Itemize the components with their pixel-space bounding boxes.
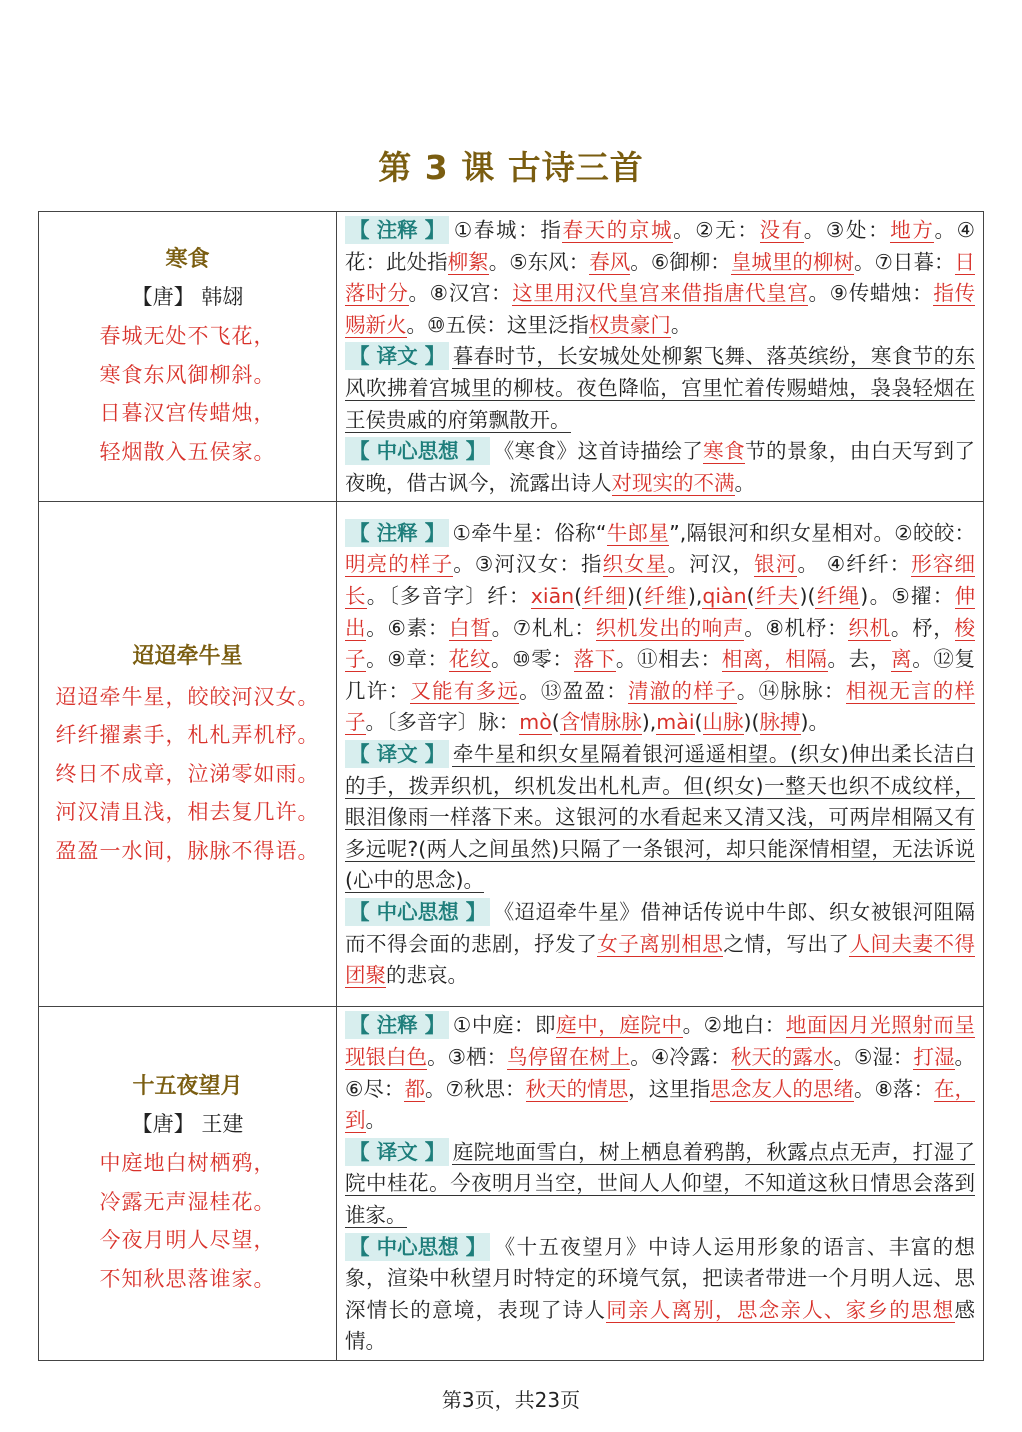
page-title: 第 3 课 古诗三首 — [378, 148, 644, 187]
note-fragment: 。④花：此处指 — [345, 218, 975, 274]
answer-text: 织女星 — [602, 552, 668, 577]
note-fragment: 之情，写出了 — [723, 931, 850, 956]
answer-text: mò — [519, 710, 552, 735]
note-section — [345, 518, 975, 739]
notes-cell — [337, 502, 984, 1007]
answer-text: 寒食 — [703, 439, 746, 464]
answer-text: qiàn — [702, 584, 747, 609]
poem-author: 【唐】 韩翃 — [131, 285, 244, 310]
theme-tag: 【 中心思想 】 — [345, 437, 490, 465]
poem-row — [39, 212, 984, 502]
poem-line: 中庭地白树栖鸦， — [99, 1151, 276, 1176]
answer-text: 同亲人离别，思念亲人、家乡的思想 — [606, 1297, 955, 1322]
answer-text: 离 — [891, 647, 913, 672]
notes-cell — [337, 1007, 984, 1361]
note-fragment: 。⑦日暮： — [854, 249, 955, 274]
translation-tag: 【 译文 】 — [345, 1138, 449, 1166]
answer-text: 梭子 — [345, 615, 976, 672]
note-fragment: 。④冷露： — [630, 1044, 731, 1069]
answer-text: 纤绳 — [815, 584, 861, 609]
note-fragment: 。⑦札札： — [491, 615, 596, 640]
note-fragment: ”,隔银河和织女星相对。②皎皎： — [669, 520, 976, 545]
translation-text: 牵牛星和织女星隔着银河遥遥相望。(织女)伸出柔长洁白的手，拨弄织机，织机发出札札声。但(织女)一整天也织不成纹样，眼泪像雨一样落下来。这银河的水看起来又清又浅，可两岸相隔又有多远呢?(两人之间虽然)只隔了一条银河，却只能深情相望，无法诉说(心中的思念)。 — [345, 742, 975, 893]
poem-title: 十五夜望月 — [132, 1074, 243, 1100]
note-text — [345, 521, 975, 736]
poem-line: 不知秋思落谁家。 — [99, 1266, 276, 1291]
note-fragment: ( — [574, 584, 583, 609]
poem-line: 冷露无声湿桂花。 — [99, 1189, 276, 1214]
note-fragment: 。⑥御柳： — [630, 249, 731, 274]
note-fragment: ①春城：指 — [452, 218, 563, 242]
note-fragment: 《迢迢牵牛星》借神话传说中牛郎、织女被银河阻隔而不得会面的悲剧，抒发了 — [345, 900, 975, 956]
note-fragment: ①牵牛星：俗称“ — [452, 520, 607, 545]
answer-text: 相离，相隔 — [721, 647, 828, 672]
answer-text: 纤夫 — [754, 584, 800, 609]
poem-author: 【唐】 王建 — [131, 1112, 244, 1137]
theme-section — [345, 436, 975, 499]
answer-text: 鸟停留在树上 — [507, 1044, 631, 1069]
answer-text: 明亮的样子 — [345, 552, 454, 577]
note-fragment: 。⑨章： — [366, 647, 449, 672]
note-fragment: 。⑬盈盈： — [519, 678, 628, 703]
theme-section — [345, 897, 975, 992]
answer-text: 含情脉脉 — [559, 710, 642, 735]
note-fragment: 。⑧机杼： — [744, 615, 849, 640]
answer-text: 没有 — [759, 218, 804, 242]
note-fragment: 。⑩五侯：这里泛指 — [406, 312, 589, 337]
note-fragment: ), — [641, 710, 657, 735]
note-fragment: 。③处： — [803, 218, 891, 242]
poem-lines — [39, 1144, 336, 1298]
note-tag: 【 注释 】 — [345, 519, 449, 547]
poem-line: 日暮汉宫传蜡烛， — [99, 401, 276, 426]
notes-cell — [337, 212, 984, 502]
answer-text: xiān — [530, 584, 575, 609]
note-fragment: 。 — [734, 470, 755, 495]
poem-row — [39, 1007, 984, 1361]
note-fragment: )。 — [800, 710, 830, 735]
translation-tag: 【 译文 】 — [345, 740, 449, 768]
poem-lines — [39, 678, 336, 871]
poem-cell — [39, 1007, 337, 1361]
note-fragment: ( — [746, 584, 755, 609]
note-fragment: 。 — [670, 312, 692, 337]
answer-text: 织机 — [848, 615, 891, 640]
page-footer: 第3页，共23页 — [441, 1388, 581, 1412]
answer-text: 这里用汉代皇宫来借指唐代皇宫 — [512, 281, 809, 306]
answer-text: 指传赐新火 — [345, 281, 976, 337]
note-fragment: 。⑨传蜡烛： — [808, 281, 934, 306]
answer-text: 权贵豪门 — [588, 312, 671, 337]
note-fragment: 。②无： — [673, 218, 760, 242]
note-fragment: 。河汉， — [667, 552, 755, 577]
note-tag: 【 注释 】 — [345, 1011, 449, 1039]
note-section — [345, 1010, 975, 1136]
translation-text: 暮春时节，长安城处处柳絮飞舞、落英缤纷，寒食节的东风吹拂着宫城里的柳枝。夜色降临，宫里忙着传赐蜡烛，袅袅轻烟在王侯贵戚的府第飘散开。 — [345, 344, 975, 432]
answer-text: 又能有多远 — [410, 678, 520, 703]
answer-text: 日落时分 — [345, 249, 976, 306]
answer-text: 纤维 — [642, 584, 688, 609]
note-fragment: )( — [626, 584, 643, 609]
note-fragment: 。 ④纤纤： — [797, 552, 912, 577]
note-tag: 【 注释 】 — [345, 216, 449, 244]
answer-text: 都 — [404, 1076, 425, 1101]
answer-text: 庭中，庭院中 — [556, 1013, 683, 1038]
answer-text: 女子离别相思 — [597, 931, 724, 956]
answer-text: 人间夫妻不得团聚 — [345, 931, 976, 988]
answer-text: 牛郎星 — [606, 520, 670, 545]
note-fragment: 。⑩零： — [491, 647, 574, 672]
note-fragment: 的悲哀。 — [386, 963, 468, 988]
poem-cell — [39, 212, 337, 502]
note-fragment: 。⑧汉宫： — [408, 281, 513, 306]
translation-section — [345, 739, 975, 897]
translation-section — [345, 1137, 975, 1232]
answer-text: 柳絮 — [447, 249, 489, 274]
poem-line: 寒食东风御柳斜。 — [99, 362, 276, 387]
note-fragment: 。⑪相去： — [615, 647, 722, 672]
poem-line: 纤纤擢素手，札札弄机杼。 — [55, 723, 320, 748]
answer-text: 地方 — [890, 218, 935, 242]
note-fragment: ①中庭：即 — [452, 1013, 557, 1038]
note-fragment: 。 — [365, 1108, 386, 1133]
note-fragment: ，这里指 — [628, 1076, 711, 1101]
note-fragment: 感情。 — [345, 1297, 976, 1354]
note-fragment: 。⑭脉脉： — [736, 678, 846, 703]
answer-text: 落下 — [573, 647, 616, 672]
answer-text: 清澈的样子 — [628, 678, 737, 703]
answer-text: 花纹 — [448, 647, 492, 672]
answer-text: 脉搏 — [759, 710, 801, 735]
poem-line: 轻烟散入五侯家。 — [99, 439, 276, 464]
lesson-table — [38, 211, 984, 1361]
translation-section — [345, 341, 975, 436]
poem-line: 终日不成章，泣涕零如雨。 — [55, 761, 320, 786]
note-fragment: ( — [694, 710, 703, 735]
answer-text: 在，到 — [345, 1076, 976, 1133]
note-fragment: )( — [799, 584, 816, 609]
poem-line: 河汉清且浅，相去复几许。 — [55, 800, 320, 825]
note-section — [345, 215, 975, 341]
translation-tag: 【 译文 】 — [345, 342, 449, 370]
answer-text: 地面因月光照射而呈现银白色 — [345, 1013, 975, 1069]
poem-row — [39, 502, 984, 1007]
note-fragment: 。〔多音字〕脉： — [365, 710, 520, 735]
note-fragment: 。⑤湿： — [833, 1044, 914, 1069]
poem-cell — [39, 502, 337, 1007]
answer-text: 织机发出的响声 — [595, 615, 745, 640]
poem-title: 迢迢牵牛星 — [132, 643, 243, 669]
note-fragment: )( — [743, 710, 760, 735]
poem-line: 今夜月明人尽望， — [99, 1228, 276, 1253]
answer-text: 纤细 — [582, 584, 627, 609]
poem-title: 寒食 — [165, 247, 210, 273]
answer-text: 形容细长 — [345, 552, 976, 609]
answer-text: 春天的京城 — [562, 218, 674, 242]
note-fragment: 。②地白： — [682, 1013, 786, 1038]
answer-text: 山脉 — [702, 710, 744, 735]
note-fragment: 。③栖： — [427, 1044, 508, 1069]
note-fragment: 。⑧落： — [854, 1076, 934, 1101]
note-fragment: 《十五夜望月》中诗人运用形象的语言、丰富的想象，渲染中秋望月时特定的环境气氛，把读者带进一个月明人远、思深情长的意境，表现了诗人 — [345, 1234, 975, 1322]
theme-tag: 【 中心思想 】 — [345, 898, 490, 926]
answer-text: 打湿 — [913, 1044, 955, 1069]
answer-text: 银河 — [754, 552, 798, 577]
note-fragment: 。③河汉女：指 — [453, 552, 603, 577]
note-fragment: 。⑫复几许： — [345, 647, 976, 703]
translation-text: 庭院地面雪白，树上栖息着鸦鹊，秋露点点无声，打湿了院中桂花。今夜明月当空，世间人人仰望，不知道这秋日情思会落到谁家。 — [345, 1139, 975, 1227]
note-fragment: 。⑦秋思： — [425, 1076, 526, 1101]
note-fragment: )。⑤擢： — [860, 584, 955, 609]
poem-lines — [39, 317, 336, 471]
note-fragment: ), — [687, 584, 703, 609]
note-fragment: 。⑥尽： — [345, 1044, 976, 1101]
note-fragment: 。⑥素： — [366, 615, 450, 640]
note-fragment: 《寒食》这首诗描绘了 — [493, 439, 704, 464]
answer-text: 相视无言的样子 — [345, 678, 976, 735]
note-fragment: 节的景象，由白天写到了夜晚，借古讽今，流露出诗人 — [345, 439, 976, 495]
answer-text: 春风 — [589, 249, 631, 274]
theme-tag: 【 中心思想 】 — [345, 1233, 490, 1261]
note-fragment: 。去， — [827, 647, 892, 672]
answer-text: 皇城里的柳树 — [730, 249, 854, 274]
note-fragment: 。〔多音字〕纤： — [366, 584, 531, 609]
answer-text: 秋天的露水 — [730, 1044, 834, 1069]
note-fragment: ( — [551, 710, 560, 735]
answer-text: 伸出 — [345, 584, 976, 640]
answer-text: 秋天的情思 — [525, 1076, 629, 1101]
answer-text: 白皙 — [449, 615, 492, 640]
answer-text: mài — [656, 710, 695, 735]
theme-section — [345, 1232, 975, 1358]
poem-line: 春城无处不飞花， — [99, 324, 276, 349]
note-fragment: 。杼， — [890, 615, 955, 640]
note-fragment: 。⑤东风： — [488, 249, 590, 274]
poem-line: 盈盈一水间，脉脉不得语。 — [55, 838, 320, 863]
answer-text: 对现实的不满 — [611, 470, 735, 495]
poem-line: 迢迢牵牛星，皎皎河汉女。 — [55, 684, 320, 709]
answer-text: 思念友人的思绪 — [710, 1076, 854, 1101]
